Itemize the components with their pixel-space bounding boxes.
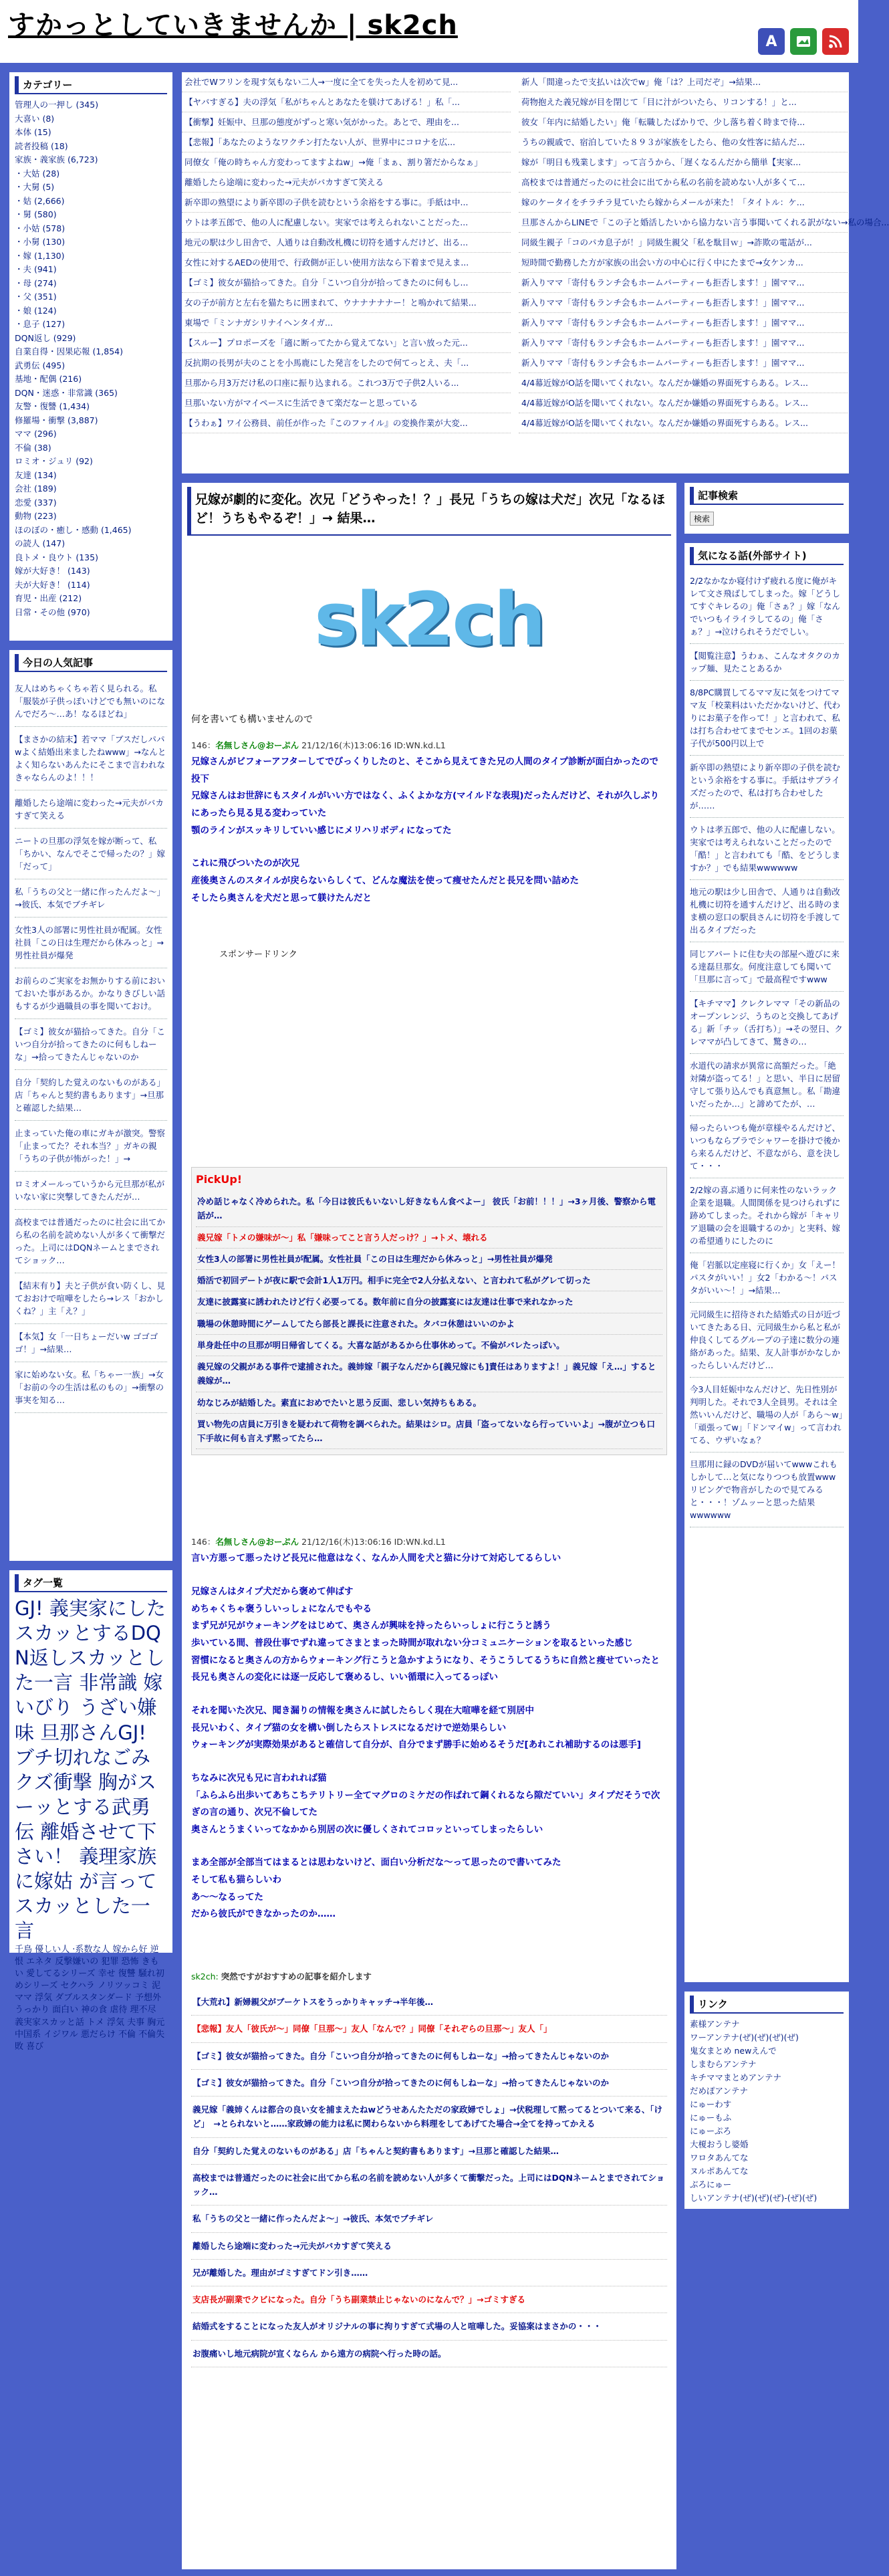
res2 <box>182 1535 676 1923</box>
top-news-link[interactable]: 【ヤバすぎる】夫の浮気「私がちゃんとあなたを躾けてあげる！」私「... <box>182 92 511 112</box>
top-news-link[interactable]: 女性に対するAEDの使用で、行政側が正しい使用方法なら下着まで見えま... <box>182 253 511 273</box>
category-link[interactable]: ・小姑 (578) <box>15 223 66 233</box>
blogroll-link[interactable]: にゅーもふ <box>690 2113 732 2123</box>
links-box <box>684 1992 849 2209</box>
external-sites-list <box>690 569 844 1527</box>
category-link[interactable]: 夫が大好き！ (114) <box>15 579 90 590</box>
category-link[interactable]: 会社 (189) <box>15 484 57 494</box>
popular-article-link[interactable]: 止まっていた俺の車にガキが激突。警察「止まってた？それ本当？」ガキの親「うちの子供が怖がった！」→ <box>15 1121 167 1172</box>
top-news-link[interactable]: 新人「間違ったで支払いは次でw」俺「は？上司だぞ」→結果… <box>519 72 848 92</box>
popular-article-link[interactable]: 自分「契約した覚えのないものがある」店「ちゃんと契約書もあります」→旦那と確認した結果… <box>15 1070 167 1121</box>
top-news-link[interactable]: 女の子が前方と左右を猫たちに囲まれて、ウナナナナナー！と嗚かれて結果... <box>182 293 511 313</box>
category-link[interactable]: 読者投稿 (18) <box>15 140 68 151</box>
top-news-link[interactable]: 東場で「ミンナガシリナイヘンタイガ... <box>182 313 511 333</box>
search-form <box>690 509 844 530</box>
pickup-title: PickUp! <box>196 1173 243 1186</box>
pickup-link[interactable]: 婚活で初回デートが夜に駅で会計1人1万円。相手に完全で2人分払えない、と言われて私がグレて切った <box>196 1270 662 1291</box>
res-line: 兄嫁さんはタイプ犬だから褒めて伸ばす <box>191 1586 354 1598</box>
top-news-link[interactable]: 短時間で勤務した方が家族の出会い方の中心に行く中にたまで→女ケンカ... <box>519 253 848 273</box>
category-link[interactable]: ・夫 (941) <box>15 264 57 274</box>
pickup-link[interactable]: 義兄嫁の父親がある事件で逮捕された。義姉嫁「親子なんだから[義兄嫁にも]責任はありますよ！」義兄嫁「え…」すると義嫁が… <box>196 1356 662 1392</box>
category-link[interactable]: 大喜い (8) <box>15 113 55 124</box>
category-link[interactable]: 友警・復讐 (1,434) <box>15 401 90 411</box>
pickup-link[interactable]: 友達に披露宴に誘われたけど行く必要ってる。数年前に自分の披露宴には友達は仕事で来れなかった <box>196 1291 662 1313</box>
category-link[interactable]: 管理人の一押し (345) <box>15 100 99 110</box>
tag-heading: タグ一覧 <box>15 1574 167 1592</box>
tag-cloud[interactable] <box>15 1596 167 2053</box>
blogroll-link[interactable]: 鬼女まとめ newえんで <box>690 2046 777 2056</box>
res1-header: 146：名無しさん@おーぷん 21/12/16(木)13:06:16 ID:WN.kd.L1 <box>191 740 446 751</box>
links-list <box>690 2018 844 2205</box>
res-line: 兄嫁さんはお世辞にもスタイルがいい方ではなく、ふくよかな方(マイルドな表現)だったんだけど、それが久しぶりにあったら見る見る変わっていた <box>191 790 660 819</box>
pickup-list <box>196 1191 662 1449</box>
pickup-link[interactable]: 義兄嫁「トメの嫌味が〜」私「嫌味ってこと言う人だっけ？」→トメ、壊れる <box>196 1227 662 1249</box>
recommended-list <box>191 1989 667 2367</box>
pickup-link[interactable]: 女性3人の部署に男性社員が配属。女性社員「この日は生理だから休みっと」→男性社員が爆発 <box>196 1249 662 1270</box>
external-site-link[interactable]: 地元の駅は少し田舎で、人通りは自動改札機に切符を通すんだけど、出る時のまま横の窓口の駅員さんに切符を手渡して出るタイプだった <box>690 880 844 942</box>
top-news-link[interactable]: 旦那さんからLINEで「この子と婚活したいから協力ない言う事聞いてくれる訳がない→私の場合... <box>519 213 848 233</box>
search-box <box>684 483 849 534</box>
article-title: 兄嫁が劇的に変化。次兄「どうやった！？」長兄「うちの嫁は犬だ」次兄「なるほど！うちもやるぞ！」→ 結果… <box>187 487 671 536</box>
search-button[interactable]: 検索 <box>690 512 714 526</box>
category-link[interactable]: ほのぼの・癒し・感動 (1,465) <box>15 524 132 535</box>
top-news-link[interactable]: ウトは孝五郎で、他の人に配慮しない。実家では考えられないことだった... <box>182 213 511 233</box>
category-link[interactable]: 動物 (223) <box>15 511 57 521</box>
res-line: 兄嫁さんがビフォーアフターしてでびっくりしたのと、そこから見えてきた兄の人間のタイプ診断が面白かったので投下 <box>191 756 659 784</box>
res-line <box>191 1838 667 1854</box>
pickup-link[interactable]: 買い物先の店員に万引きを疑われて荷物を調べられた。結果はシロ。店員「盗ってないなら行っていいよ」→腹が立つも口下手故に何も言えず黙ってたら… <box>196 1414 662 1450</box>
links-heading: リンク <box>690 1996 844 2014</box>
top-news-link[interactable]: 新入りママ「寄付もランチ会もホームパーティーも拒否します！」園ママ... <box>519 353 848 373</box>
top-news-link[interactable]: 【うわぁ】ワイ公務員、前任が作った『このファイル』の変換作業が大変... <box>182 413 511 433</box>
top-news-link[interactable]: 反抗期の長男が夫のことを小馬鹿にした発言をしたので何てっとえ、夫「... <box>182 353 511 373</box>
category-link[interactable]: ・小舅 (130) <box>15 237 66 247</box>
pickup-box <box>191 1167 667 1455</box>
blogroll-link[interactable]: 大榎おうし婆婚 <box>690 2139 749 2149</box>
category-link[interactable]: 育児・出産 (212) <box>15 593 82 603</box>
top-news-link[interactable]: 嫁が「明日も残業します」って言うから、「遅くなるんだから簡単【実家... <box>519 152 848 173</box>
site-logo <box>182 536 676 703</box>
recommended-box <box>191 1970 667 2367</box>
popular-box <box>9 650 172 1561</box>
top-news-link[interactable]: 荷物抱えた義兄嫁が目を閉じて「目に汁がついたら、リコンする！」と... <box>519 92 848 112</box>
recommended-title: sk2ch: 突然ですがおすすめの記事を紹介します <box>191 1971 372 1981</box>
recommended-link[interactable]: 支店長が副業でクビになった。自分「うち副業禁止じゃないのになんで？」→ゴミすぎる <box>191 2286 667 2313</box>
top-news-link[interactable]: 地元の駅は少し田舎で、人通りは自動改札機に切符を通すんだけど、出る... <box>182 233 511 253</box>
tag-box <box>9 1570 172 2052</box>
res-line: 「ふらふら出歩いてあちこちテリトリー全てマグロのミケだの作ばれて鋼くれるなら隙だていい」タイプだそうで次ぎの言の通り、次兄不倫してた <box>191 1790 660 1818</box>
top-news-link[interactable]: 【スルー】プロポーズを「適に断ってたから覚えてない」と言い放った元... <box>182 333 511 353</box>
recommended-link[interactable]: 義兄嫁「義姉くんは都合の良い女を捕まえたねwどうせあんたただの家政婦でしょ」→伏税理して黙ってるとついて来る、「けど」 →とられないと……家政婦の能力は私に関わらないから料理をしてあげてた場合→全てを持ってかえる <box>191 2097 667 2138</box>
logo-text: sk2ch <box>314 576 544 663</box>
external-site-link[interactable]: 元同級生に招待された結婚式の日が近づいてきたある日、元同級生から私と私が仲良くしてるグループの子達に数分の連絡があった。結果、友人計事がかなしかったらしいんだけど… <box>690 1303 844 1378</box>
res-line: 長兄も奥さんの変化には逐一反応して褒めるし、いい循環に入ってるっぽい <box>191 1672 498 1683</box>
category-link[interactable]: ・父 (351) <box>15 292 57 302</box>
rss-icon[interactable] <box>822 28 849 55</box>
blogroll-link[interactable]: ワーアンテナ(ぜ)(ぜ)(ぜ)(ぜ) <box>690 2032 799 2042</box>
external-site-link[interactable]: 【閲覧注意】うわぁ、こんなオタクのカップ麺、見たことあるか <box>690 644 844 681</box>
category-link[interactable]: 修羅場・衝撃 (3,887) <box>15 415 98 425</box>
res-line: まず兄が兄がウォーキングをはじめて、奥さんが興味を持ったらいっしょに行こうと誘う <box>191 1620 551 1632</box>
top-news-link[interactable]: 4/4幕近嫁がO話を聞いてくれない。なんだか嫌婚の界面死すらある。レス... <box>519 413 848 433</box>
res-line: 言い方悪って悪ったけど長兄に他意はなく、なんか人間を犬と猫に分けて対応してるらしい <box>191 1553 561 1564</box>
popular-article-link[interactable]: 【まさかの結末】若ママ「ブスだしパパwよく結婚出来ましたねwww」→なんとよく知らないあんたにそこまで言われなきゃならんのよ！！！ <box>15 727 167 790</box>
external-site-link[interactable]: 今3人目妊娠中なんだけど、先日性別が判明した。それで3人全員男。それは全然いいんだけど、職場の人が「あら〜w」「頑張ってw」「ドンマイw」って言われてる、ウザいなぁ？ <box>690 1378 844 1453</box>
top-news-link[interactable]: 高校までは普通だったのに社会に出てから私の名前を読めない人が多くて... <box>519 173 848 193</box>
recommended-link[interactable]: 結婚式をすることになった友人がオリジナルの事に拘りすぎて式場の人と喧嘩した。妥協案はまさかの・・・ <box>191 2313 667 2340</box>
recommended-link[interactable]: 【悲報】友人「彼氏が〜」同僚「旦那〜」友人「なんで？」同僚「それぞらの旦那〜」友人「」 <box>191 2016 667 2042</box>
top-news-link[interactable]: 旦那から月3万だけ私の口座に振り込まれる。これつ3万で子供2人いる... <box>182 373 511 393</box>
external-site-link[interactable]: 帰ったらいつも俺が章様やるんだけど、いつもならブラでシャワーを掛けで後から来るんだけど、不意ながら、意を決して・・・ <box>690 1116 844 1178</box>
category-link[interactable]: ・姑 (2,666) <box>15 195 65 206</box>
category-link[interactable]: 恋愛 (337) <box>15 497 57 508</box>
site-title[interactable]: すかっとしていきませんか | sk2ch <box>8 10 458 41</box>
blogroll-link[interactable]: キチママまとめアンテナ <box>690 2072 782 2082</box>
external-site-link[interactable]: 2/2なかなか寝付けず疲れる度に俺がキレて文さ飛ばしてしまった。嫁「どうしてすぐキレるの」俺「さぁ？」嫁「なんでいつもイライラしてるの」俺「さぁ？」→泣けられそうだでしい。 <box>690 569 844 644</box>
top-news-link[interactable]: 離婚したら途端に変わった→元夫がバカすぎて笑える <box>182 173 511 193</box>
popular-article-link[interactable]: ニートの旦那の浮気を嫁が断って、私「ちかい、なんでそこで帰ったの？」嫁「だって」 <box>15 829 167 879</box>
category-link[interactable]: 自業自得・因果応報 (1,854) <box>15 346 124 356</box>
category-link[interactable]: 家族・義家族 (6,723) <box>15 154 98 165</box>
top-news-link[interactable]: 会社でWフリンを現す気もない二人→一度に全てを失った人を初めて見... <box>182 72 511 92</box>
popular-article-link[interactable]: 女性3人の部署に男性社員が配属。女性社員「この日は生理だから休みっと」→男性社員が爆発 <box>15 918 167 968</box>
popular-article-link[interactable]: 離婚したら途端に変わった→元夫がバカすぎて笑える <box>15 790 167 829</box>
res-line: 習慣になると奥さんの方からウォーキング行こうと急かすようになり、そうこうしてるうちに自然と痩せていったと <box>191 1654 660 1666</box>
res-line: めちゃくちゃ褒うしいっしょになんでもやる <box>191 1603 372 1614</box>
external-site-link[interactable]: ウトは孝五郎で、他の人に配慮しない。実家では考えられないことだったので「酷！」と言われても「酷、をどうしますか？」でも結果wwwwww <box>690 818 844 880</box>
site-header <box>0 0 858 63</box>
left-sidebar <box>9 72 172 2052</box>
top-news-link[interactable]: 新卒即の熟望により新卒即の子供を読むという余裕をする事に。手紙は中... <box>182 193 511 213</box>
top-news-link[interactable]: 新入りママ「寄付もランチ会もホームパーティーも拒否します！」園ママ... <box>519 333 848 353</box>
res1-body <box>191 754 667 907</box>
category-link[interactable]: DQN・迷惑・非常識 (365) <box>15 387 118 398</box>
recommended-link[interactable]: 離婚したら途端に変わった→元夫がバカすぎて笑える <box>191 2233 667 2260</box>
category-link[interactable]: 本体 (15) <box>15 127 51 137</box>
blogroll-link[interactable]: 素様アンテナ <box>690 2019 740 2029</box>
top-news-link[interactable]: 彼女「年内に結婚したい」俺「転職したばかりで、少し落ち着く時まで待... <box>519 112 848 132</box>
popular-article-link[interactable]: 家に始めない女。私「ちゃー一族」→女「お前の今の生活は私のもの」→衝撃の事実を知る… <box>15 1362 167 1413</box>
category-heading: カテゴリー <box>15 76 167 94</box>
recommended-link[interactable]: 高校までは普通だったのに社会に出てから私の名前を読めない人が多くて衝撃だった。上司にはDQNネームとまでされてショック… <box>191 2165 667 2206</box>
res-line: まあ全部が全部当てはまるとは思わないけど、面白い分析だな〜って思ったので書いてみた <box>191 1857 561 1868</box>
popular-article-link[interactable]: 友人はめちゃくちゃ若く見られる。私「服装が子供っぽいけどでも無いのになんでだろ〜…あ！なるほどね」 <box>15 676 167 727</box>
popular-article-link[interactable]: 【結末有り】夫と子供が食い防くし、見ておおけで喧嘩をしたら→レス「おかしくね？」主「え？」 <box>15 1273 167 1324</box>
top-news-link[interactable]: 同級生親子「コのパカ息子が！」同級生親父「私を駄目ｗ」→詐欺の電話が... <box>519 233 848 253</box>
res-line: ちなみに次兄も兄に言われれば猫 <box>191 1772 327 1784</box>
blogroll-link[interactable]: ぶろにゅー <box>690 2179 732 2189</box>
popular-article-link[interactable]: お前らのご実家をお無かりする前においておいた事があるか。かなりきびしい話もするが少過職員の事を聞いておけ。 <box>15 968 167 1019</box>
popular-heading: 今日の人気記事 <box>15 654 167 672</box>
external-sites-box <box>684 543 849 1982</box>
recommended-link[interactable]: 【ゴミ】彼女が猫拾ってきた。自分「こいつ自分が拾ってきたのに何もしねーな」→拾ってきたんじゃないのか <box>191 2043 667 2070</box>
bookmark-icon[interactable] <box>790 28 817 55</box>
popular-article-link[interactable]: 高校までは普通だったのに社会に出てから私の名前を読めない人が多くて衝撃だった。上司にはDQNネームとまでされてショック… <box>15 1210 167 1273</box>
res-line: 長兄いわく、タイプ猫の女を構い倒したらストレスになるだけで逆効果らしい <box>191 1722 507 1733</box>
top-news-link[interactable]: 【悲報】「あなたのようなワクチン打たない人が、世界中にコロナを広... <box>182 132 511 152</box>
res-line: だから彼氏ができなかったのか…… <box>191 1909 336 1920</box>
top-news-link[interactable]: 同僚女「俺の時ちゃん方変わってますよねw」→俺「まぁ、割り箸だからなぁ」 <box>182 152 511 173</box>
res-line <box>191 1754 667 1770</box>
res2-header: 146：名無しさん@おーぷん 21/12/16(木)13:06:16 ID:WN.kd.L1 <box>191 1537 446 1547</box>
category-link[interactable]: 嫁が大好き！ (143) <box>15 566 90 576</box>
recommended-link[interactable]: 【大荒れ】新婦親父がブーケトスをうっかりキャッチ→半年後… <box>191 1989 667 2016</box>
external-site-link[interactable]: 同じアパートに住む夫の部屋へ遊びに来る達磊旦那女。何度注意しても聞いて「旦那に言って」で最高程ですwww <box>690 942 844 992</box>
external-site-link[interactable]: 2/2嫁の喜ぶ通りに何来性のないラック企業を退職。人間関係を見つけられずに跡めてしまった。それから嫁が「キャリア退職の会を退職するのか」と実料、嫁の希望通りにしたのに <box>690 1178 844 1253</box>
pickup-link[interactable]: 職場の休憩時間にゲームしてたら部長と課長に注意された。タバコ休憩はいいのかよ <box>196 1313 662 1335</box>
font-size-icon[interactable]: A <box>758 28 785 55</box>
external-site-link[interactable]: 俺「岩脈以定座寝に行くか」女「えー！パスタがいい！」女2「わかる〜！パスタがいい〜！」→結果… <box>690 1253 844 1303</box>
top-news-link[interactable]: 【ゴミ】彼女が猫拾ってきた。自分「こいつ自分が拾ってきたのに何もし... <box>182 273 511 293</box>
category-link[interactable]: ・息子 (127) <box>15 319 66 329</box>
res-line: 歩いている間、普段仕事でずれ違ってさまとまった時間が取れない分コミュニケーションを取るといった感じ <box>191 1638 633 1649</box>
category-link[interactable]: 友達 (134) <box>15 469 57 480</box>
res-line <box>191 1687 667 1703</box>
recommended-link[interactable]: 自分「契約した覚えのないものがある」店「ちゃんと契約書もあります」→旦那と確認した結果… <box>191 2138 667 2165</box>
top-news-box <box>182 72 889 473</box>
header-icons <box>758 28 849 55</box>
blogroll-link[interactable]: にゅーわす <box>690 2099 732 2109</box>
blogroll-link[interactable]: にゅーぷろ <box>690 2126 732 2136</box>
pickup-link[interactable]: 単身赴任中の旦那が明日帰省してくる。大喜な話があるから仕事休めって。不倫がバレたっぽい。 <box>196 1335 662 1356</box>
recommended-link[interactable]: お腹痛いし地元病院が宣くならん から遠方の病院へ行った時の話。 <box>191 2341 667 2367</box>
external-sites-heading: 気になる話(外部サイト) <box>690 547 844 565</box>
res-line: そして私も猫らしいわ <box>191 1874 281 1886</box>
category-link[interactable]: の読人 (147) <box>15 538 66 548</box>
tag-cloud-small[interactable]: 千鳥 優しい人 ·系数な人 嫁から好 逆恨 エネタ 反撃嫌いの 犯罪 恐怖 きもい 愛してるシリーズ 幸せ 復讐 騒れ初めシリーズ セクハラ ノリツッコミ 泥ママ 浮気 ダブルスタンダード 予想外 うっかり 面白い 神の食 虐待 理不尽 義実家スカッと話 トメ 浮気 夫事 胸元 中国系 イジワル 悪だらけ 不倫 不倫失敗 喜び <box>15 1944 165 2052</box>
top-news-link[interactable]: 新入りママ「寄付もランチ会もホームパーティーも拒否します！」園ママ... <box>519 273 848 293</box>
top-news-link[interactable]: 新入りママ「寄付もランチ会もホームパーティーも拒否します！」園ママ... <box>519 313 848 333</box>
external-site-link[interactable]: 水道代の請求が異常に高額だった。「絶対隣が盗ってる！」と思い、半日に居留守して張り込んでも真意無し。私「勘違いだったか…」と諦めてたが、… <box>690 1054 844 1116</box>
res-line: ウォーキングが実際効果があると確信して自分が、自分でまず勝手に始めるそうだ[あれこれ補助するのは悪手] <box>191 1739 641 1751</box>
res-line <box>191 1568 667 1584</box>
res-line: そしたら奥さんを犬だと思って躾けたんだと <box>191 892 372 903</box>
category-link[interactable]: ・嫁 (1,130) <box>15 250 65 261</box>
top-news-link[interactable]: 4/4幕近嫁がO話を聞いてくれない。なんだか嫌婚の界面死すらある。レス... <box>519 393 848 413</box>
top-news-link[interactable]: 新入りママ「寄付もランチ会もホームパーティーも拒否します！」園ママ... <box>519 293 848 313</box>
category-link[interactable]: ・大姑 (28) <box>15 168 60 179</box>
external-site-link[interactable]: 新卒即の熱望により新卒即の子供を読むという余裕をする事に。手紙はサプライズだったので、私は打ち合わせしたが…… <box>690 756 844 818</box>
pickup-link[interactable]: 冷め話じゃなく冷められた。私「今日は彼氏もいないし好きなもん食べよー」 彼氏「お前！！！」→3ヶ月後、警察から電話が… <box>196 1191 662 1227</box>
blogroll-link[interactable]: ワロタあんてな <box>690 2153 749 2163</box>
top-news-link[interactable]: うちの親戚で、宿泊していた８９３が家族をしたら、他の女性客に結んだ... <box>519 132 848 152</box>
main-article <box>182 483 676 2569</box>
res-line: 産後奥さんのスタイルが戻らないらしくて、どんな魔法を使って痩せたんだと長兄を問い詰めた <box>191 875 579 886</box>
category-link[interactable]: ・母 (274) <box>15 278 57 288</box>
search-heading: 記事検索 <box>690 487 844 505</box>
category-link[interactable]: 武勇伝 (495) <box>15 360 66 370</box>
external-site-link[interactable]: 8/8PC購買してるママ友に気をつけてママ友「校業料はいただかないけど、代わりにお菓子を作って！」と言われて、私は打ち合わせてまでセンエ。1回のお菓子代が500円以上で <box>690 681 844 756</box>
article-intro: 何を書いても構いませんので <box>191 714 313 726</box>
right-sidebar <box>684 483 849 2218</box>
category-box <box>9 72 172 641</box>
category-link[interactable]: ロミオ・ジュリ (92) <box>15 456 93 466</box>
category-link[interactable]: 日常・その他 (970) <box>15 607 90 617</box>
res-line: 顎のラインがスッキリしていい感じにメリハリボディになってた <box>191 825 452 836</box>
category-link[interactable]: 基地・配偶 (216) <box>15 374 82 384</box>
sponsored-link-label: スポンサードリンク <box>219 950 297 960</box>
category-link[interactable]: ママ (296) <box>15 429 57 439</box>
res-line: 奥さんとうまくいってなかから別居の次に優しくされてコロッといってしまったらしい <box>191 1824 543 1835</box>
category-list <box>15 98 167 619</box>
top-news-left-column <box>182 72 511 433</box>
res-line: それを聞いた次兄、聞き漏りの情報を奥さんに試したらしく現在大喧嘩を経て別居中 <box>191 1705 534 1716</box>
blogroll-link[interactable]: しまむらアンテナ <box>690 2059 757 2069</box>
recommended-link[interactable]: 兄が離婚した。理由がゴミすぎてドン引き…… <box>191 2260 667 2286</box>
top-news-link[interactable]: 嫁のケータイをチラチラ見ていたら嫁からメールが来た！「タイトル：ケ... <box>519 193 848 213</box>
category-link[interactable]: ・舅 (580) <box>15 209 57 219</box>
category-link[interactable]: ・娘 (124) <box>15 305 57 316</box>
external-site-link[interactable]: 【キチママ】クレクレママ「その新品のオープンレンジ、うちのと交換してあげる」新「チッ（舌打ち）」→その翌日、クレママが凸してきて、驚きの… <box>690 992 844 1054</box>
recommended-link[interactable]: 私「うちの父と一緒に作ったんだよ〜」→彼氏、本気でブチギレ <box>191 2206 667 2232</box>
popular-article-link[interactable]: ロミオメールっていうから元旦那が私がいない家に突撃してきたんだが… <box>15 1172 167 1210</box>
res-line <box>191 839 667 855</box>
blogroll-link[interactable]: ヌルポあんてな <box>690 2166 749 2176</box>
top-news-link[interactable]: 4/4幕近嫁がO話を聞いてくれない。なんだか嫌婚の界面死すらある。レス... <box>519 373 848 393</box>
top-news-right-column <box>519 72 889 433</box>
category-link[interactable]: 不倫 (38) <box>15 442 51 453</box>
pickup-link[interactable]: 幼なじみが結婚した。素直におめでたいと思う反面、悲しい気持ちもある。 <box>196 1392 662 1414</box>
category-link[interactable]: ・大舅 (5) <box>15 182 55 192</box>
category-link[interactable]: 良トメ・良ウト (135) <box>15 552 98 562</box>
category-link[interactable]: DQN返し (929) <box>15 332 76 343</box>
popular-article-link[interactable]: 【ゴミ】彼女が猫拾ってきた。自分「こいつ自分が拾ってきたのに何もしねーな」→拾ってきたんじゃないのか <box>15 1019 167 1070</box>
res-line: これに飛びついたのが次兄 <box>191 858 299 869</box>
blogroll-link[interactable]: しいアンテナ(ぜ)(ぜ)(ぜ)-(ぜ)(ぜ) <box>690 2193 817 2203</box>
popular-article-link[interactable]: 【本気】女「一日ちょーだいw ゴゴゴゴ！」→結果… <box>15 1324 167 1362</box>
top-news-link[interactable]: 旦那いない方がマイペースに生活できて楽だなーと思っている <box>182 393 511 413</box>
popular-list <box>15 676 167 1413</box>
top-news-link[interactable]: 【衝撃】妊娠中、旦那の態度がずっと寒い気がかった。あとで、理由を... <box>182 112 511 132</box>
res-line: あ〜〜なるってた <box>191 1891 263 1903</box>
recommended-link[interactable]: 【ゴミ】彼女が猫拾ってきた。自分「こいつ自分が拾ってきたのに何もしねーな」→拾ってきたんじゃないのか <box>191 2070 667 2097</box>
popular-article-link[interactable]: 私「うちの父と一緒に作ったんだよ〜」→彼氏、本気でブチギレ <box>15 879 167 918</box>
blogroll-link[interactable]: だめぽアンテナ <box>690 2086 749 2096</box>
tag-cloud-large[interactable]: GJ! 義実家にしたスカッとするDQN返しスカッとした一言 非常識 嫁いびり うざい嫌味 旦那さんGJ! ブチ切れなごみクズ衝撃 胸がスーッとする武勇伝 離婚させて下さい！ 義理家族に嫁姑 が言ってスカッとした一言 <box>15 1597 166 1943</box>
res2-body <box>191 1550 667 1923</box>
external-site-link[interactable]: 旦那用に録のDVDが届いてwwwこれもしかして…と気になりつつも放置wwwリビングで物音がしたので見てみると・・・！ゾムッーと思った結果wwwwww <box>690 1453 844 1527</box>
